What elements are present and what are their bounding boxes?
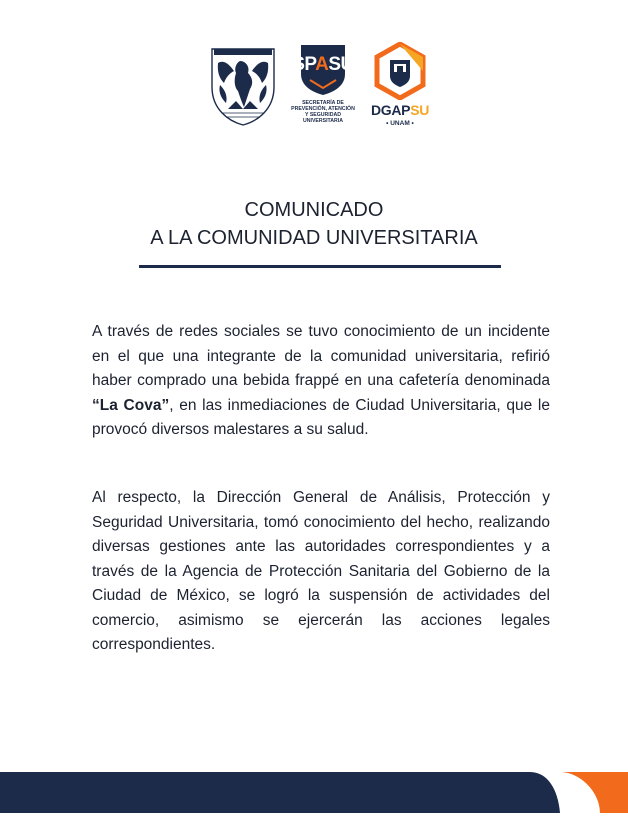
spasu-logo: [286, 40, 360, 132]
document-title: [0, 196, 628, 252]
paragraph-1: A través de redes sociales se tuvo conocimiento de un incidente en el que una integrante de la comunidad universitaria, refirió haber comprado una bebida frappé en una cafetería denominada “La Cova”, en las inmediaciones de Ciudad Universitaria, que le provocó diversos malestares a su salud.: [92, 323, 550, 438]
spasu-wordmark: SPASU: [292, 54, 354, 75]
title-divider: [139, 265, 501, 268]
footer-band: [0, 772, 628, 813]
spasu-caption: SECRETARÍA DE PREVENCIÓN, ATENCIÓN Y SEGURIDAD UNIVERSITARIA: [291, 100, 355, 124]
title-line-1: COMUNICADO: [244, 199, 384, 221]
unam-escudo-icon: [206, 43, 280, 127]
paragraph-2: Al respecto, la Dirección General de Análisis, Protección y Seguridad Universitaria, tomó conocimiento del hecho, realizando diversas gestiones ante las autoridades correspondientes y a través de la Agencia de Protección Sanitaria del Gobierno de la Ciudad de México, se logró la suspensión de actividades del comercio, asimismo se ejercerán las acciones legales correspondientes.: [92, 489, 550, 653]
dgapsu-hexagon-icon: [374, 42, 426, 100]
dgapsu-subtitle: • UNAM •: [386, 120, 414, 127]
dgapsu-logo: [366, 42, 434, 132]
cafeteria-name: “La Cova”: [92, 396, 170, 414]
dgapsu-wordmark: DGAPSU: [370, 102, 430, 118]
logo-header: [0, 40, 628, 132]
title-line-2: A LA COMUNIDAD UNIVERSITARIA: [150, 227, 478, 249]
